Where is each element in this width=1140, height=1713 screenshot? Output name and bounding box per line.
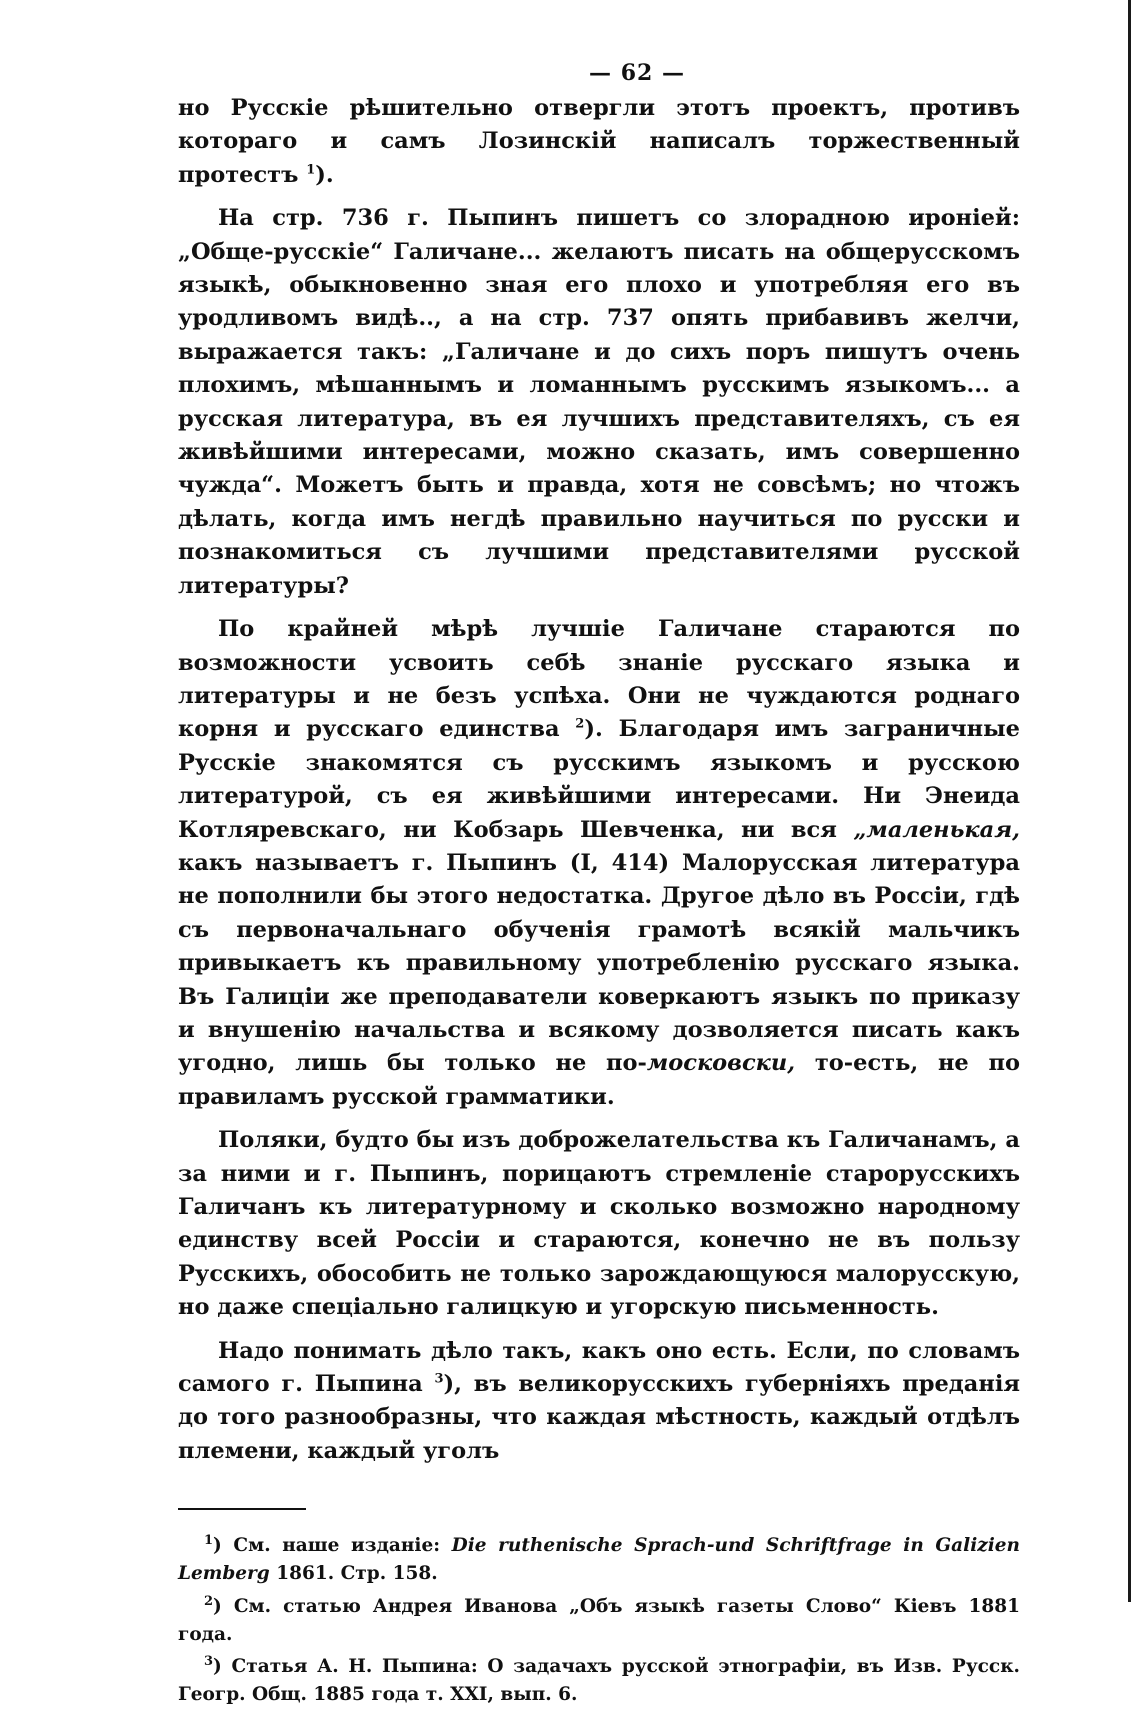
footnote-1-text-a: ) См. наше изданіе: [213,1535,441,1557]
footnote-1 [178,1532,1020,1588]
paragraph-3-text-b: ). Благодаря имъ заграничные Русскіе знакомятся съ русскимъ языкомъ и русскою литературой, съ ея живѣйшими интересами. Ни Энеида Котляревскаго, ни Кобзарь Шевченка, ни вся [178,716,1020,843]
paragraph-2: На стр. 736 г. Пыпинъ пишетъ со злорадною ироніей: „Обще-русскіе“ Галичане... желаютъ писать на общерусскомъ языкѣ, обыкновенно зная его плохо и употребляя его въ уродливомъ видѣ.., а на стр. 737 опять прибавивъ желчи, выражается такъ: „Галичане и до сихъ поръ пишутъ очень плохимъ, мѣшаннымъ и ломаннымъ русскимъ языкомъ... а русская литература, въ ея лучшихъ представителяхъ, съ ея живѣйшими интересами, можно сказать, имъ совершенно чужда“. Можетъ быть и правда, хотя не совсѣмъ; но чтожъ дѣлать, когда имъ негдѣ правильно научиться по русски и познакомиться съ лучшими представителями русской литературы? [178,205,1020,599]
paragraph-3-text-d: то-есть, не по правиламъ русской грамматики. [178,1050,1020,1110]
paragraph-4: Поляки, будто бы изъ доброжелательства къ Галичанамъ, а за ними и г. Пыпинъ, порицаютъ стремленіе старорусскихъ Галичанъ къ литературному и сколько возможно народному единству всей Россіи и стараются, конечно не въ пользу Русскихъ, обособить не только зарождающуюся малорусскую, но даже спеціально галицкую и угорскую письменность. [178,1127,1020,1321]
footnote-3-mark: 3 [204,1653,214,1669]
footnotes [178,1532,1020,1709]
footnote-2 [178,1593,1020,1649]
paragraph-1-end: ). [315,161,334,188]
paragraph-3-text-c: какъ называетъ г. Пыпинъ (I, 414) Малорусская литература не пополнили бы этого недостатка. Другое дѣло въ Россіи, гдѣ съ первоначальнаго обученія грамотѣ всякій мальчикъ привыкаетъ къ правильному употребленію русскаго языка. Въ Галиціи же преподаватели коверкаютъ языкъ по приказу и внушенію начальства и всякому дозволяется писать какъ угодно, лишь бы только не по- [178,849,1020,1077]
footnote-1-text-b: 1861. Стр. 158. [276,1563,438,1585]
footnote-2-mark: 2 [204,1593,214,1609]
footnote-3-text: ) Статья А. Н. Пыпина: О задачахъ русской этнографіи, въ Изв. Русск. Геогр. Общ. 1885 года т. XXI, вып. 6. [178,1656,1020,1706]
page-number: — 62 — [589,60,685,86]
paragraph-5-text-a: Надо понимать дѣло такъ, какъ оно есть. Если, по словамъ самого г. Пыпина [178,1337,1020,1398]
paragraph-1-text: но Русскіе рѣшительно отвергли этотъ проектъ, противъ котораго и самъ Лозинскій написалъ торжественный протестъ [178,95,1020,188]
paragraph-5 [178,1335,1020,1469]
footnote-ref-2[interactable]: 2 [575,716,585,732]
body-text [178,92,1020,1468]
scan-edge-line [1128,0,1131,1602]
footnote-2-text: ) См. статью Андрея Иванова „Объ языкѣ газеты Слово“ Кіевъ 1881 года. [178,1595,1020,1645]
footnote-ref-3[interactable]: 3 [434,1371,444,1387]
footnote-1-mark: 1 [204,1533,214,1549]
footnote-ref-1[interactable]: 1 [306,162,316,178]
document-page [178,58,1020,1713]
paragraph-5-text-b: ), въ великорусскихъ губерніяхъ преданія до того разнообразны, что каждая мѣстность, каждый отдѣлъ племени, каждый уголъ [178,1371,1020,1464]
footnote-divider [178,1508,306,1510]
paragraph-3 [178,613,1020,1114]
paragraph-3-text-a: По крайней мѣрѣ лучшіе Галичане стараются по возможности усвоить себѣ знаніе русскаго языка и литературы и не безъ успѣха. Они не чуждаются роднаго корня и русскаго единства [178,616,1020,743]
footnote-1-italic: Die ruthenische Sprach-und Schriftfrage in Galizien Lemberg [178,1535,1020,1585]
paragraph-3-italic-2: московски, [646,1050,796,1077]
footnote-3 [178,1653,1020,1709]
paragraph-3-italic: „маленькая, [853,816,1020,843]
paragraph-1 [178,92,1020,192]
